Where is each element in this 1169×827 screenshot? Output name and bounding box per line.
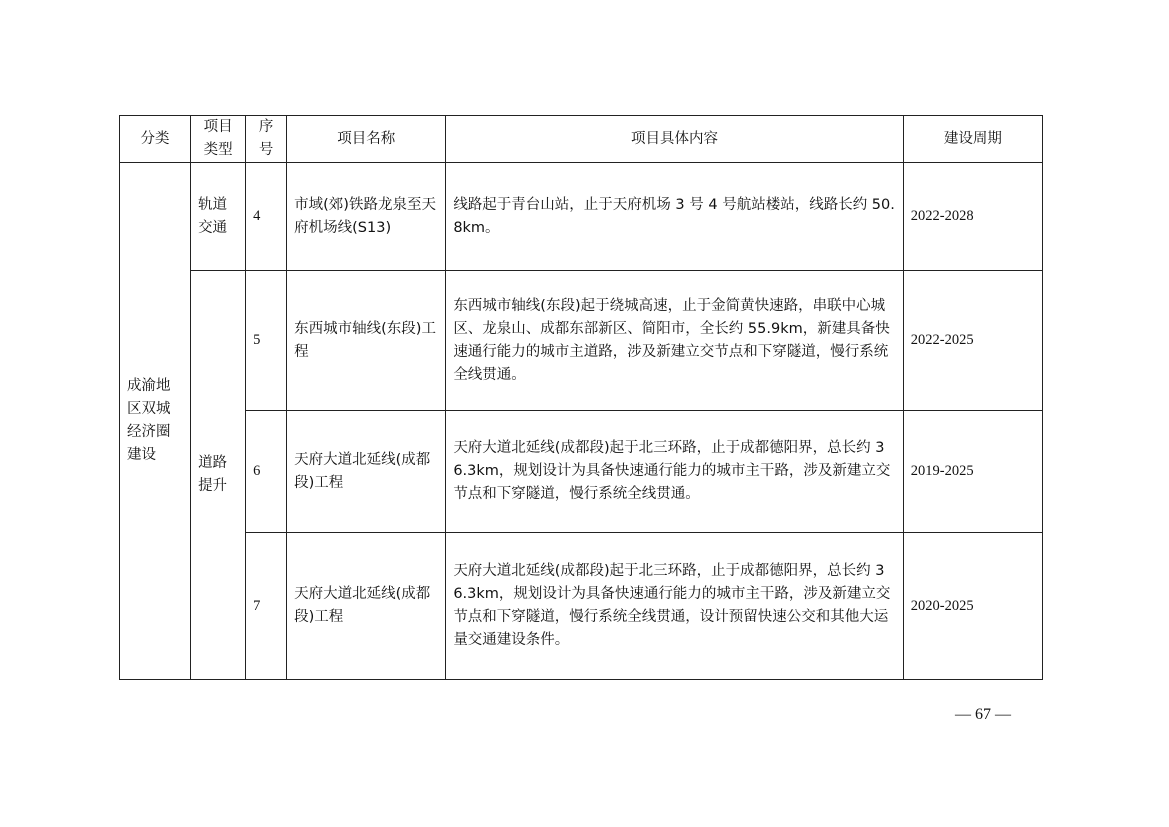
table-row — [120, 271, 1043, 411]
category-cell: 成渝地区双城经济圈建设 — [120, 163, 191, 680]
name-cell: 天府大道北延线(成都段)工程 — [287, 411, 446, 533]
header-row — [120, 116, 1043, 163]
number-cell: 4 — [246, 163, 287, 271]
table-row — [120, 533, 1043, 680]
page-number: — 67 — — [955, 706, 1011, 723]
type-cell: 道路提升 — [191, 271, 246, 680]
content-cell: 天府大道北延线(成都段)起于北三环路，止于成都德阳界，总长约 36.3km，规划设计为具备快速通行能力的城市主干路，涉及新建立交节点和下穿隧道，慢行系统全线贯通，设计预留快速公交和其他大运量交通建设条件。 — [446, 533, 903, 680]
number-cell: 6 — [246, 411, 287, 533]
header-number: 序号 — [246, 116, 287, 163]
period-cell: 2022-2025 — [903, 271, 1042, 411]
number-cell: 7 — [246, 533, 287, 680]
name-cell: 市域(郊)铁路龙泉至天府机场线(S13) — [287, 163, 446, 271]
content-cell: 线路起于青台山站，止于天府机场 3 号 4 号航站楼站，线路长约 50.8km。 — [446, 163, 903, 271]
header-period: 建设周期 — [903, 116, 1042, 163]
number-cell: 5 — [246, 271, 287, 411]
content-cell: 天府大道北延线(成都段)起于北三环路，止于成都德阳界，总长约 36.3km，规划设计为具备快速通行能力的城市主干路，涉及新建立交节点和下穿隧道，慢行系统全线贯通。 — [446, 411, 903, 533]
header-category: 分类 — [120, 116, 191, 163]
table-row — [120, 411, 1043, 533]
header-type: 项目类型 — [191, 116, 246, 163]
type-cell: 轨道交通 — [191, 163, 246, 271]
period-cell: 2019-2025 — [903, 411, 1042, 533]
table-row — [120, 163, 1043, 271]
name-cell: 东西城市轴线(东段)工程 — [287, 271, 446, 411]
header-name: 项目名称 — [287, 116, 446, 163]
period-cell: 2022-2028 — [903, 163, 1042, 271]
header-content: 项目具体内容 — [446, 116, 903, 163]
projects-table — [119, 115, 1043, 680]
period-cell: 2020-2025 — [903, 533, 1042, 680]
name-cell: 天府大道北延线(成都段)工程 — [287, 533, 446, 680]
content-cell: 东西城市轴线(东段)起于绕城高速，止于金简黄快速路，串联中心城区、龙泉山、成都东部新区、简阳市，全长约 55.9km，新建具备快速通行能力的城市主道路，涉及新建立交节点和下穿隧道，慢行系统全线贯通。 — [446, 271, 903, 411]
